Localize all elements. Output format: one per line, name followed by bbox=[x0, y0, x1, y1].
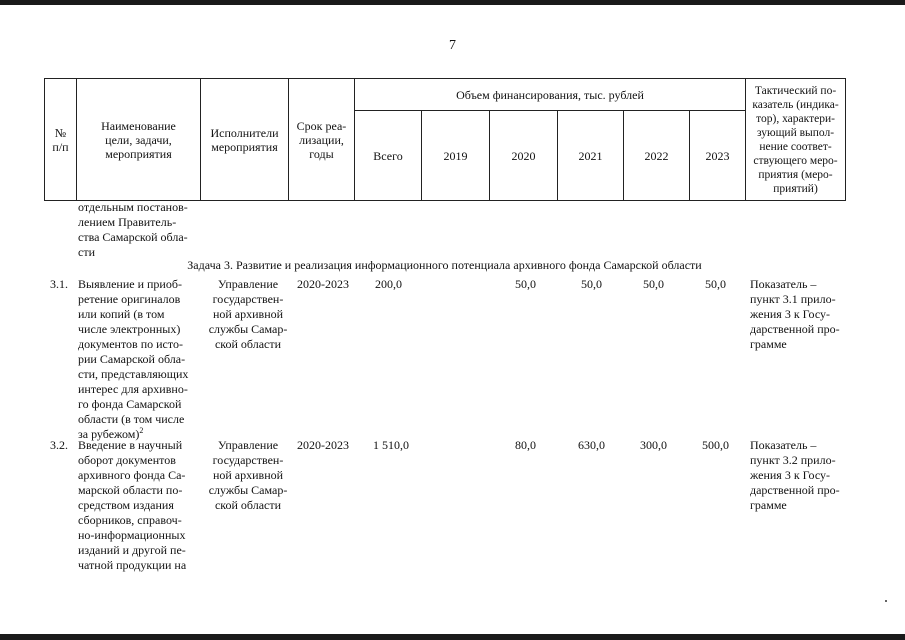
row-2020: 50,0 bbox=[515, 277, 536, 291]
header-total: Всего bbox=[355, 111, 422, 201]
scan-speck bbox=[885, 600, 887, 602]
row-indicator: Показатель – пункт 3.2 прило- жения 3 к Госу- дарственной про- грамме bbox=[750, 438, 840, 512]
task-title: Задача 3. Развитие и реализация информационного потенциала архивного фонда Самарской области bbox=[187, 258, 702, 272]
header-year: 2023 bbox=[690, 111, 746, 201]
row-total: 1 510,0 bbox=[373, 438, 409, 452]
row-2020: 80,0 bbox=[515, 438, 536, 452]
row-name: Выявление и приоб- ретение оригиналов или копий (в том числе электронных) документов по исто- рии Самарской обла- сти, представляющих интерес для архивно- го фонда Самарской области (в том числе за рубежом)$^2$ bbox=[78, 277, 189, 441]
row-executors: Управление государствен- ной архивной службы Самар- ской области bbox=[208, 438, 288, 512]
header-name: Наименование цели, задачи, мероприятия bbox=[77, 79, 201, 201]
row-2021: 50,0 bbox=[581, 277, 602, 291]
row-executors: Управление государствен- ной архивной службы Самар- ской области bbox=[208, 277, 288, 351]
header-num: № п/п bbox=[45, 79, 77, 201]
header-year: 2020 bbox=[490, 111, 558, 201]
row-2023: 500,0 bbox=[702, 438, 729, 452]
continuation-text: отдельным постанов- лением Правитель- ства Самарской обла- сти bbox=[78, 200, 188, 259]
header-term: Срок реа- лизации, годы bbox=[289, 79, 355, 201]
row-num: 3.2. bbox=[50, 438, 68, 452]
header-indicator: Тактический по- казатель (индика- тор), характери- зующий выпол- нение соответ- ствующего меро- приятия (меро- приятий) bbox=[746, 79, 846, 201]
row-name: Введение в научный оборот документов архивного фонда Са- марской области по- средством издания сборников, справоч- но-информационных изданий и другой пе- чатной продукции на bbox=[78, 438, 187, 572]
row-2023: 50,0 bbox=[705, 277, 726, 291]
header-year: 2019 bbox=[422, 111, 490, 201]
row-term: 2020-2023 bbox=[297, 438, 349, 452]
row-term: 2020-2023 bbox=[297, 277, 349, 291]
bottom-border bbox=[0, 634, 905, 640]
row-2022: 50,0 bbox=[643, 277, 664, 291]
page-number: 7 bbox=[449, 38, 456, 53]
row-indicator: Показатель – пункт 3.1 прило- жения 3 к Госу- дарственной про- грамме bbox=[750, 277, 840, 351]
row-2021: 630,0 bbox=[578, 438, 605, 452]
row-total: 200,0 bbox=[375, 277, 402, 291]
header-executors: Исполнители мероприятия bbox=[201, 79, 289, 201]
row-num: 3.1. bbox=[50, 277, 68, 291]
header-funding: Объем финансирования, тыс. рублей bbox=[355, 79, 746, 111]
header-year: 2021 bbox=[558, 111, 624, 201]
header-year: 2022 bbox=[624, 111, 690, 201]
row-2022: 300,0 bbox=[640, 438, 667, 452]
